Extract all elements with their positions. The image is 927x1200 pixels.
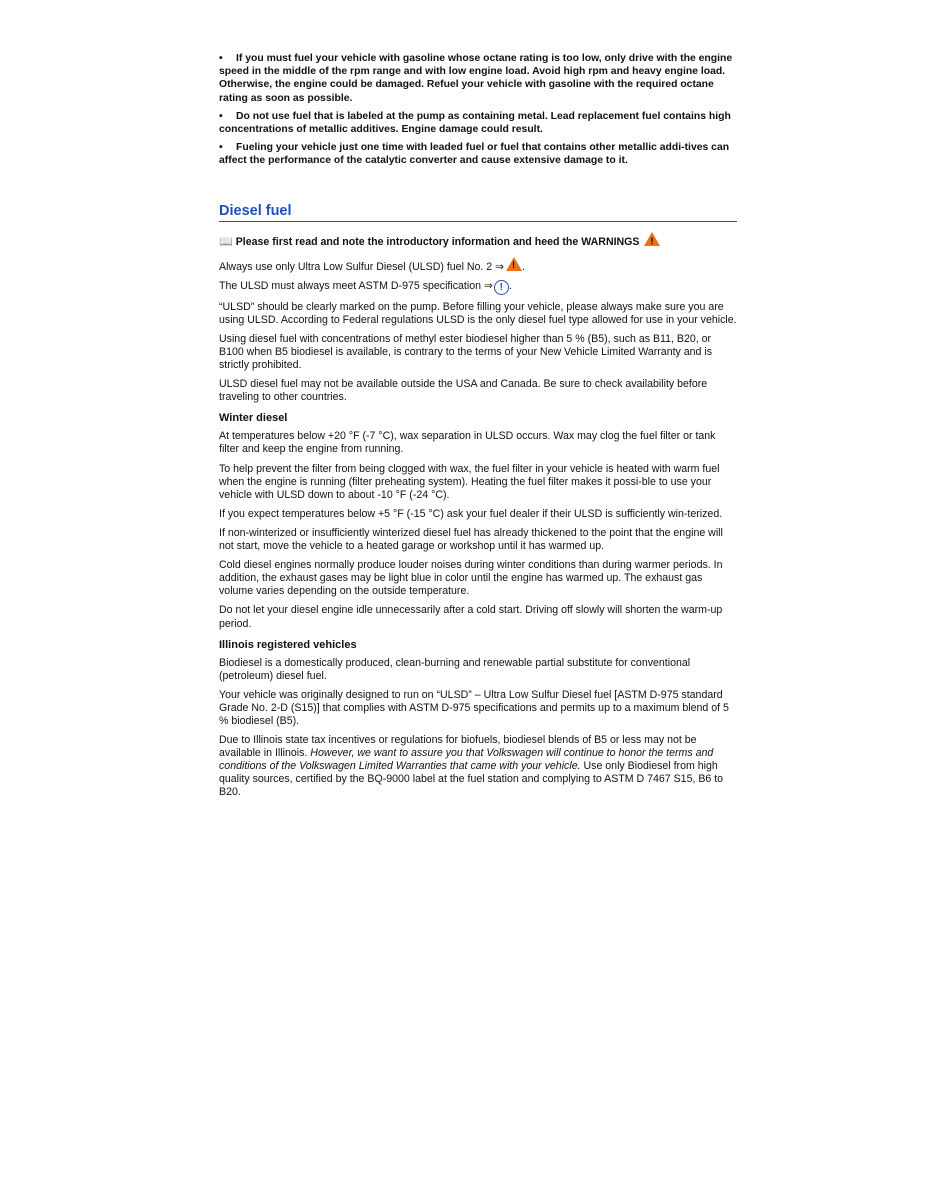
paragraph: If you expect temperatures below +5 °F (-15 °C) ask your fuel dealer if their ULSD is sufficiently win-terized. <box>219 507 723 520</box>
bullet-item: • Fueling your vehicle just one time with leaded fuel or fuel that contains other metallic addi-tives can affect the performance of the catalytic converter and cause extensive damage to it. <box>219 142 730 167</box>
paragraph: ULSD diesel fuel may not be available outside the USA and Canada. Be sure to check availability before traveling to other countries. <box>219 378 708 404</box>
paragraph: The ULSD must always meet ASTM D-975 specification ⇒ ! . <box>219 279 512 293</box>
paragraph: Cold diesel engines normally produce louder noises during winter conditions than during warmer periods. In addition, the exhaust gases may be light blue in color until the engine has warmed up. The exhaust gas volume varies depending on the outside temperature. <box>219 559 723 598</box>
bullet-dot: • <box>219 110 223 122</box>
paragraph: “ULSD” should be clearly marked on the pump. Before filling your vehicle, please always make sure you are using ULSD. According to Federal regulations ULSD is the only diesel fuel type allowed for use in your vehicle. <box>219 300 737 326</box>
paragraph: Due to Illinois state tax incentives or regulations for biofuels, biodiesel blends of B5 or less may not be available in Illinois. However, we want to assure you that Volkswagen will continue to honor the terms and conditions of the Volkswagen Limited Warranties that came with your vehicle. Use only Biodiesel from high quality sources, certified by the BQ-9000 label at the fuel station and complying to ASTM D 7467 S15, B6 to B20. <box>219 734 724 799</box>
paragraph: If non-winterized or insufficiently winterized diesel fuel has already thickened to the point that the engine will not start, move the vehicle to a heated garage or workshop until it has warmed up. <box>219 526 723 553</box>
paragraph: Always use only Ultra Low Sulfur Diesel (ULSD) fuel No. 2 ⇒! . <box>219 257 737 274</box>
page-content <box>219 52 737 806</box>
bullet-item: • If you must fuel your vehicle with gasoline whose octane rating is too low, only drive with the engine speed in the middle of the rpm range and with low engine load. Avoid high rpm and heavy engine load. Otherwise, the engine could be damaged. Refuel your vehicle with gasoline with the required octane rating as soon as possible. <box>219 53 733 104</box>
warning-icon[interactable] <box>644 232 660 246</box>
note-icon[interactable]: ! <box>494 280 509 295</box>
paragraph: Biodiesel is a domestically produced, clean-burning and renewable partial substitute for conventional (petroleum) diesel fuel. <box>219 656 691 682</box>
bullet-dot: • <box>219 53 223 64</box>
bullet-dot: • <box>219 142 223 154</box>
bullet-item: • Do not use fuel that is labeled at the pump as containing metal. Lead replacement fuel contains high concentrations of metallic additives. Engine damage could result. <box>219 110 731 136</box>
paragraph: To help prevent the filter from being clogged with wax, the fuel filter in your vehicle is heated with warm fuel when the engine is running (filter preheating system). Heating the fuel filter makes it possi-ble to use your vehicle with ULSD down to about -10 °F (-24 °C). <box>219 462 720 501</box>
paragraph: Do not let your diesel engine idle unnecessarily after a cold start. Driving off slowly will shorten the warm-up period. <box>219 604 723 630</box>
warning-icon[interactable] <box>506 257 522 271</box>
subheading-illinois: Illinois registered vehicles <box>219 638 357 651</box>
paragraph: Your vehicle was originally designed to run on “ULSD” – Ultra Low Sulfur Diesel fuel [ASTM D-975 standard Grade No. 2-D (S15)] that complies with ASTM D-975 specifications and permits up to a maximum blend of 5 % biodiesel (B5). <box>219 688 729 727</box>
subheading-winter-diesel: Winter diesel <box>219 412 288 425</box>
paragraph: Using diesel fuel with concentrations of methyl ester biodiesel higher than 5 % (B5), such as B11, B20, or B100 when B5 biodiesel is available, is contrary to the terms of your New Vehicle Limited Warranty and is strictly prohibited. <box>219 332 713 372</box>
paragraph: At temperatures below +20 °F (-7 °C), wax separation in ULSD occurs. Wax may clog the fuel filter or tank filter and keep the engine from running. <box>219 430 716 456</box>
intro-note: 📖 Please first read and note the introductory information and heed the WARNINGS ! <box>219 232 737 249</box>
book-icon: 📖 <box>219 235 233 248</box>
section-title: Diesel fuel <box>219 203 737 222</box>
